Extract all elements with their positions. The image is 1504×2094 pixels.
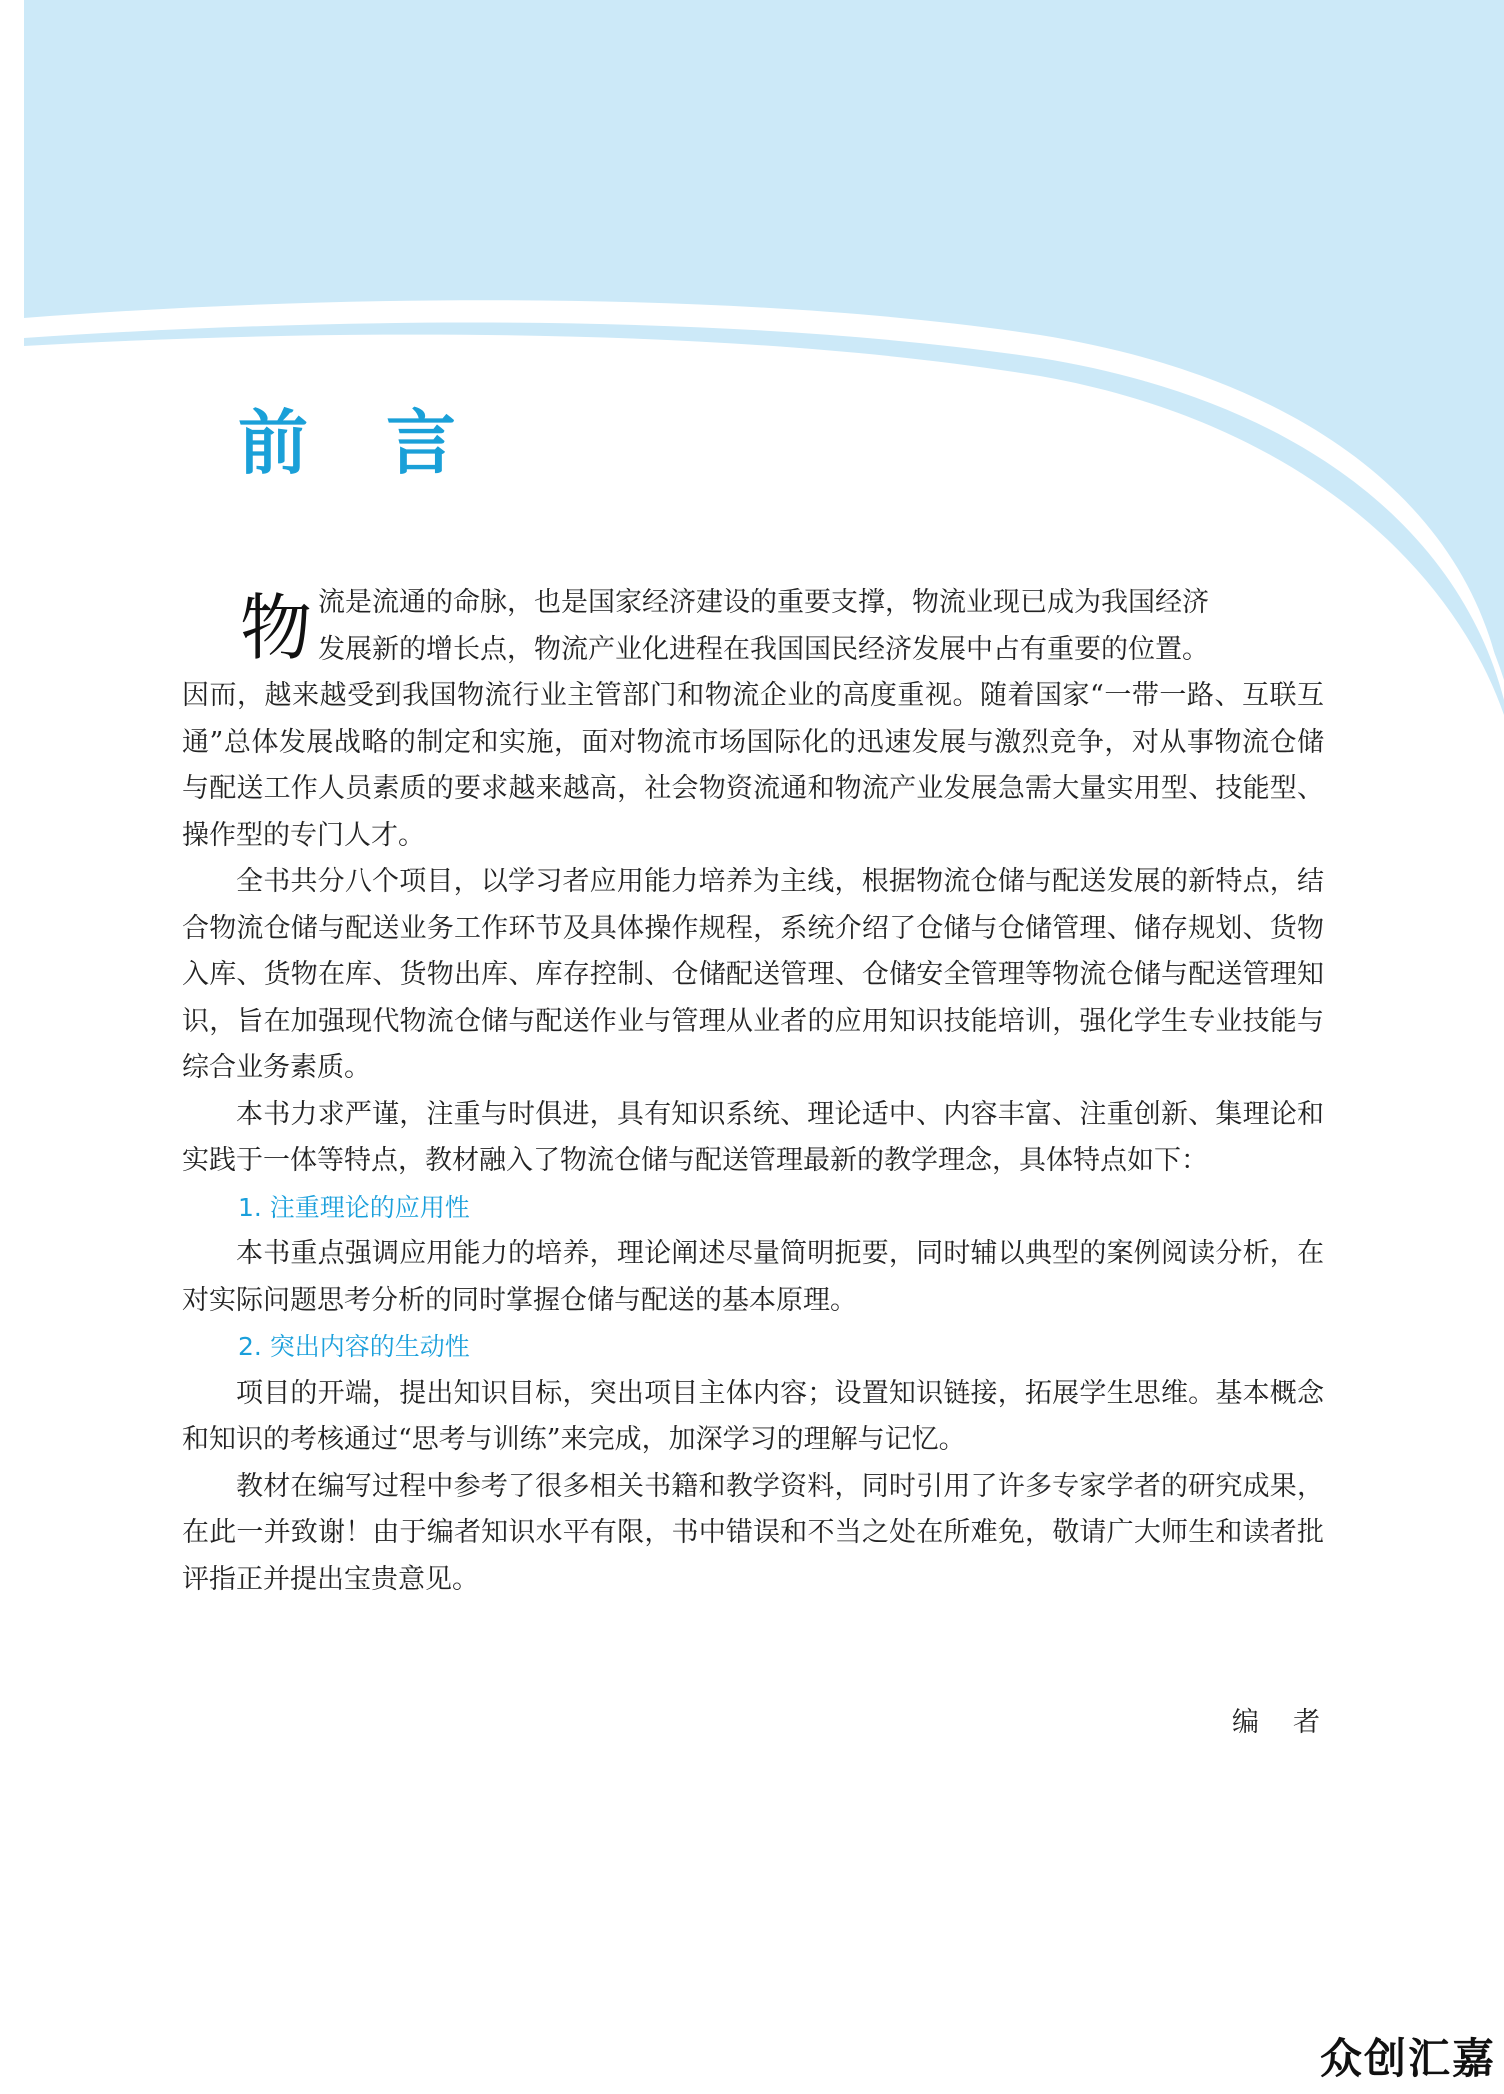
paragraph: 全书共分八个项目，以学习者应用能力培养为主线，根据物流仓储与配送发展的新特点，结合物流仓储与配送业务工作环节及具体操作规程，系统介绍了仓储与仓储管理、储存规划、货物入库、货物在库、货物出库、库存控制、仓储配送管理、仓储安全管理等物流仓储与配送管理知识，旨在加强现代物流仓储与配送作业与管理从业者的应用知识技能培训，强化学生专业技能与综合业务素质。: [182, 866, 1324, 1083]
paragraph: 本书重点强调应用能力的培养，理论阐述尽量简明扼要，同时辅以典型的案例阅读分析，在对实际问题思考分析的同时掌握仓储与配送的基本原理。: [182, 1238, 1324, 1316]
watermark: 众创汇嘉: [1319, 2034, 1496, 2083]
paragraph: 本书力求严谨，注重与时俱进，具有知识系统、理论适中、内容丰富、注重创新、集理论和实践于一体等特点，教材融入了物流仓储与配送管理最新的教学理念，具体特点如下：: [182, 1098, 1324, 1176]
paragraph: 项目的开端，提出知识目标，突出项目主体内容；设置知识链接，拓展学生思维。基本概念和知识的考核通过“思考与训练”来完成，加深学习的理解与记忆。: [182, 1377, 1324, 1455]
paragraph-line: 发展新的增长点，物流产业化进程在我国国民经济发展中占有重要的位置。: [318, 633, 1209, 665]
drop-cap: 物: [240, 586, 313, 670]
page-title: 前 言: [238, 401, 456, 484]
section-heading: 1. 注重理论的应用性: [238, 1192, 470, 1222]
first-paragraph-head: [182, 580, 1324, 673]
preface-body: [182, 580, 1324, 1603]
paragraph: 教材在编写过程中参考了很多相关书籍和教学资料，同时引用了许多专家学者的研究成果，在此一并致谢！由于编者知识水平有限，书中错误和不当之处在所难免，敬请广大师生和读者批评指正并提出宝贵意见。: [182, 1470, 1324, 1595]
paragraph: 因而，越来越受到我国物流行业主管部门和物流企业的高度重视。随着国家“一带一路、互联互通”总体发展战略的制定和实施，面对物流市场国际化的迅速发展与激烈竞争，对从事物流仓储与配送工作人员素质的要求越来越高，社会物资流通和物流产业发展急需大量实用型、技能型、操作型的专门人才。: [182, 680, 1324, 851]
section-heading: 2. 突出内容的生动性: [238, 1332, 470, 1361]
paragraph-line: 流是流通的命脉，也是国家经济建设的重要支撑，物流业现已成为我国经济: [318, 587, 1209, 618]
author-signature: 编 者: [1232, 1707, 1320, 1738]
